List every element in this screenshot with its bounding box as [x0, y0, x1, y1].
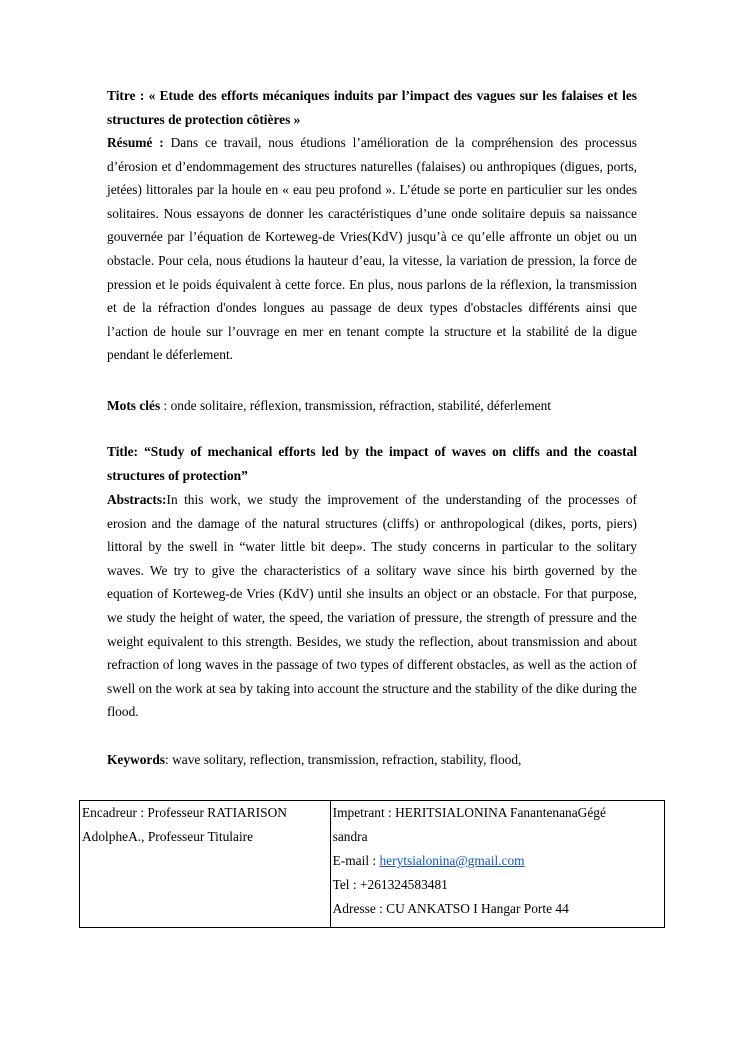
- english-abstract-line-4: waves. We try to give the characteristics of a solitary wave since his birth governed by the: [107, 562, 637, 578]
- english-keywords: [107, 748, 637, 772]
- english-abstract-line-6: we study the height of water, the speed, the variation of pressure, the strength of pressure and the: [107, 609, 637, 625]
- french-abstract-line-5: gouvernée par l’équation de Korteweg-de Vries(KdV) jusqu’à ce qu’elle affronte un objet ou un: [107, 229, 637, 245]
- french-keywords-line: [107, 394, 637, 418]
- supervisor-cell: [80, 801, 331, 928]
- english-abstract-line-7: weight equivalent to this strength. Besides, we study the reflection, about transmission and about: [107, 633, 637, 649]
- email-label: E-mail :: [332, 853, 380, 868]
- english-abstract: [107, 488, 637, 724]
- french-abstract-line-1: [107, 131, 637, 155]
- english-abstract-line-9: swell on the work at sea by taking into account the structure and the stability of the dike during the: [107, 680, 637, 696]
- french-title-line-2: structures de protection côtières »: [107, 111, 301, 127]
- student-line-1: Impetrant : HERITSIALONINA FanantenanaGégé: [332, 805, 606, 820]
- french-keywords-label: Mots clés: [107, 398, 161, 413]
- email-link[interactable]: herytsialonina@gmail.com: [379, 853, 525, 868]
- phone-line: Tel : +261324583481: [332, 877, 448, 892]
- author-info-row: [80, 801, 665, 928]
- english-abstract-line-3: littoral by the swell in “water little bit deep». The study concerns in particular to the solitary: [107, 539, 637, 555]
- english-abstract-line-1: [107, 488, 637, 512]
- french-title-text-1: « Etude des efforts mécaniques induits par l’impact des vagues sur les falaises et les: [148, 88, 637, 103]
- english-title-line-2: structures of protection”: [107, 467, 248, 483]
- english-title-label: Title:: [107, 444, 138, 459]
- supervisor-line-2: AdolpheA., Professeur Titulaire: [82, 829, 254, 844]
- student-cell: [330, 801, 664, 928]
- english-keywords-text: : wave solitary, reflection, transmission, refraction, stability, flood,: [165, 752, 522, 767]
- english-abstract-line-5: equation of Korteweg-de Vries (KdV) until she insults an object or an obstacle. For that purpose,: [107, 586, 637, 602]
- french-abstract-line-8: et de la réfraction d'ondes longues au passage de deux types d'obstacles différents ainsi que: [107, 300, 637, 316]
- french-title-line-1: [107, 84, 637, 108]
- english-abstract-line-8: refraction of long waves in the passage of two types of different obstacles, as well as the action of: [107, 657, 637, 673]
- french-abstract-line-9: l’action de houle sur l’ouvrage en mer en tenant compte la structure et la stabilité de la digue: [107, 323, 637, 339]
- french-title: [107, 84, 637, 131]
- english-title: [107, 440, 637, 487]
- address-line: Adresse : CU ANKATSO I Hangar Porte 44: [332, 901, 569, 916]
- supervisor-line-1: Encadreur : Professeur RATIARISON: [82, 805, 287, 820]
- french-abstract-label: Résumé :: [107, 135, 164, 150]
- author-info-table: [79, 800, 665, 928]
- student-line-2: sandra: [332, 829, 368, 844]
- english-abstract-line-10: flood.: [107, 704, 139, 720]
- french-abstract-line-6: obstacle. Pour cela, nous étudions la hauteur d’eau, la vitesse, la variation de pression, la force de: [107, 252, 637, 268]
- english-title-text-1: “Study of mechanical efforts led by the impact of waves on cliffs and the coastal: [144, 444, 637, 459]
- english-abstract-label: Abstracts:: [107, 492, 167, 507]
- french-keywords: [107, 394, 637, 418]
- english-keywords-line: [107, 748, 637, 772]
- english-abstract-text-1: In this work, we study the improvement of the understanding of the processes of: [166, 492, 637, 507]
- french-abstract-line-7: pression et le poids équivalent à cette force. En plus, nous parlons de la réflexion, la transmission: [107, 276, 637, 292]
- french-keywords-text: : onde solitaire, réflexion, transmission, réfraction, stabilité, déferlement: [160, 398, 551, 413]
- french-abstract-line-3: jetées) littorales par la houle en « eau peu profond ». L’étude se porte en particulier sur les ondes: [107, 182, 637, 198]
- french-abstract-line-10: pendant le déferlement.: [107, 347, 234, 363]
- french-abstract-line-4: solitaires. Nous essayons de donner les caractéristiques d’une onde solitaire depuis sa naissance: [107, 205, 637, 221]
- english-title-line-1: [107, 440, 637, 464]
- french-abstract-text-1: Dans ce travail, nous étudions l’amélioration de la compréhension des processus: [170, 135, 637, 150]
- french-abstract-line-2: d’érosion et d’endommagement des structures naturelles (falaises) ou anthropiques (digues, ports,: [107, 158, 637, 174]
- email-line: [333, 849, 662, 873]
- french-title-label: Titre :: [107, 88, 145, 103]
- english-abstract-line-2: erosion and the damage of the natural structures (cliffs) or anthropological (dikes, ports, piers): [107, 515, 637, 531]
- english-keywords-label: Keywords: [107, 752, 166, 767]
- french-abstract: [107, 131, 637, 367]
